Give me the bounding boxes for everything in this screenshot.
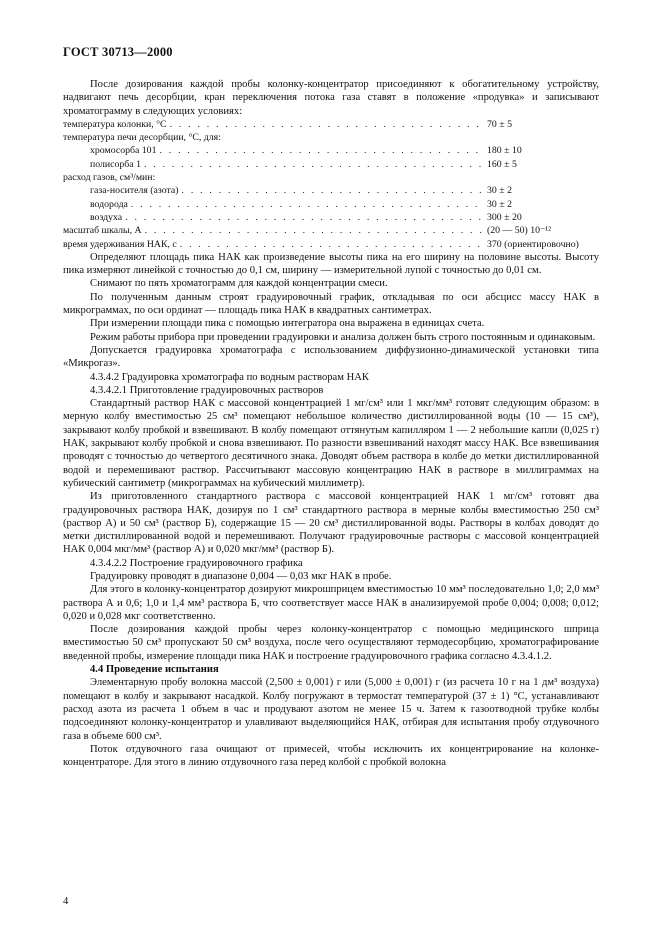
paragraph: По полученным данным строят градуировочный график, откладывая по оси абсцисс массу НАК в микрограммах, по оси ординат — площадь пика НАК в квадратных сантиметрах.	[63, 291, 599, 317]
paragraph: Поток отдувочного газа очищают от примесей, чтобы исключить их концентрирование на колонке-концентраторе. Для этого в линию отдувочного газа перед колбой с пробкой волокна	[63, 743, 599, 769]
paragraph: После дозирования каждой пробы через колонку-концентратор с помощью медицинского шприца вместимостью 50 см³ пропускают 50 см³ воздуха, после чего осуществляют термодесорбцию, хроматографирование введенной пробы, измерение площади пика НАК и построение градуировочного графика согласно 4.3.4.1.2.	[63, 624, 599, 662]
paragraph: Режим работы прибора при проведении градуировки и анализа должен быть строго постоянным и одинаковым.	[90, 331, 596, 343]
paragraph: Стандартный раствор НАК с массовой концентрацией 1 мг/см³ или 1 мкг/мм³ готовят следующим образом: в мерную колбу вместимостью 25 см³ помещают небольшое количество дистиллированной воды (10 — 15 см³), закрывают колбу пробкой и взвешивают. В колбу помещают оттянутым капилляром 1 — 2 небольшие капли (0,025 г) НАК, закрывают колбу пробкой и снова взвешивают. По разности взвешиваний находят массу НАК. Все взвешивания проводят с точностью до четвертого десятичного знака. Доводят объем раствора в колбе до метки дистиллированной водой и перемешивают раствор. Рассчитывают массовую концентрацию НАК в растворе в миллиграммах на кубический сантиметр (микрограммах на кубический миллиметр).	[63, 398, 599, 489]
paragraph: Снимают по пять хроматограмм для каждой концентрации смеси.	[90, 278, 388, 290]
paragraph: Градуировку проводят в диапазоне 0,004 — 0,03 мкг НАК в пробе.	[90, 570, 392, 582]
condition-row: хромосорба 101 . . . 180 ± 10	[63, 144, 599, 157]
condition-row: температура колонки, °С . . . 70 ± 5	[63, 118, 599, 131]
document-body	[63, 78, 599, 769]
paragraph: Из приготовленного стандартного раствора с массовой концентрацией НАК 1 мг/см³ готовят два градуировочных раствора НАК, дозируя по 1 см³ стандартного раствора в мерные колбы вместимостью 250 см³ (раствор А) и 50 см³ (раствор Б), содержащие 15 — 20 см³ дистиллированной воды. Растворы в колбах доводят до метки дистиллированной водой и перемешивают. Получают градуировочные растворы с массовой концентрацией НАК 0,004 мкг/мм³ (раствор А) и 0,020 мкг/мм³ (раствор Б).	[63, 491, 599, 556]
page-number: 4	[63, 896, 69, 907]
condition-row: воздуха . . . 300 ± 20	[63, 211, 599, 224]
section-heading: 4.3.4.2 Градуировка хроматографа по водным растворам НАК	[90, 371, 369, 383]
paragraph: Элементарную пробу волокна массой (2,500 ± 0,001) г или (5,000 ± 0,001) г (из расчета 10 г на 1 дм³ воздуха) помещают в колбу и закрывают насадкой. Колбу погружают в термостат температурой (37 ± 1) °С, устанавливают расход азота из расчета 1 объем в час и продувают азотом не менее 15 ч. Затем к газоотводной трубке колбы подсоединяют колонку-концентратор и улавливают выделяющийся НАК, отбирая для испытания пробу отдувочного газа в объеме 600 см³.	[63, 677, 599, 742]
paragraph: После дозирования каждой пробы колонку-концентратор присоединяют к обогатительному устройству, надвигают печь десорбции, кран переключения потока газа ставят в положение «продувка» и записывают хроматограмму в следующих условиях:	[63, 79, 599, 117]
paragraph: Допускается градуировка хроматографа с использованием диффузионно-динамической установки типа «Микрогаз».	[63, 344, 599, 370]
condition-row: газа-носителя (азота) . . . 30 ± 2	[63, 184, 599, 197]
paragraph: Определяют площадь пика НАК как произведение высоты пика на его ширину на половине высоты. Высоту пика измеряют линейкой с точностью до 0,1 см, ширину — измерительной лупой с точностью до 0,01 см.	[63, 251, 599, 277]
section-heading: 4.3.4.2.2 Построение градуировочного графика	[90, 557, 303, 569]
section-heading: 4.3.4.2.1 Приготовление градуировочных растворов	[90, 384, 324, 396]
condition-row: температура печи десорбции, °С, для:	[63, 132, 221, 144]
paragraph: При измерении площади пика с помощью интегратора она выражена в единицах счета.	[90, 318, 485, 330]
paragraph: Для этого в колонку-концентратор дозируют микрошприцем вместимостью 10 мм³ последовательно 1,0; 2,0 мм³ раствора А и 0,6; 1,0 и 1,4 мм³ раствора Б, что соответствует массе НАК в анализируемой пробе 0,004; 0,008; 0,012; 0,020 и 0,028 мкг соответственно.	[63, 584, 599, 622]
standard-number: ГОСТ 30713—2000	[63, 45, 173, 59]
section-heading: 4.4 Проведение испытания	[90, 664, 219, 676]
condition-row: время удерживания НАК, с . . . 370 (ориентировочно)	[63, 238, 599, 251]
condition-row: расход газов, см³/мин:	[63, 172, 156, 184]
condition-row: водорода . . . 30 ± 2	[63, 198, 599, 211]
condition-row: масштаб шкалы, А . . . (20 — 50) 10⁻¹²	[63, 224, 599, 237]
conditions-list	[63, 118, 599, 251]
condition-row: полисорба 1 . . . 160 ± 5	[63, 158, 599, 171]
